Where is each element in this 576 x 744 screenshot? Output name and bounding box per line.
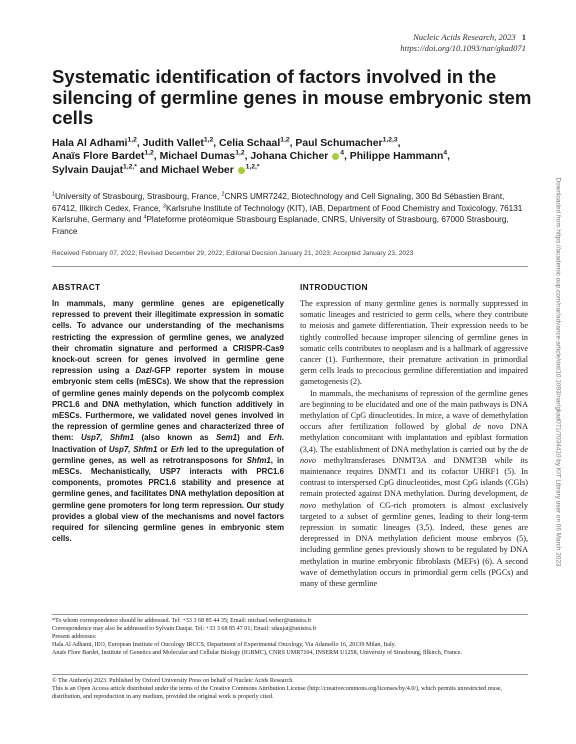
author-name[interactable]: Philippe Hammann — [349, 151, 444, 163]
abstract-heading: ABSTRACT — [52, 282, 101, 292]
gene-name: Usp7, Shfm1 — [80, 433, 134, 443]
introduction-heading: INTRODUCTION — [300, 282, 368, 292]
introduction-text — [300, 298, 528, 589]
author-affil-sup: 1,2 — [280, 136, 290, 144]
affiliation-text: Plateforme protéomique Strasbourg Esplanade, CNRS, University of Strasbourg, 67000 Strasbourg, France — [52, 215, 509, 236]
author-affil-sup: 1,2,3 — [382, 136, 398, 144]
author-affil-sup: 4 — [340, 149, 344, 157]
affil-marker: 3 — [163, 202, 167, 209]
affil-marker: 1 — [52, 191, 55, 198]
author-affil-sup: 1,2 — [235, 149, 245, 157]
present-address: Anaïs Flore Bardet, Institute of Genetics and Molecular and Cellular Biology (IGBMC), CNRS UMR7104, INSERM U1258, University of Strasbourg, Illkirch, France. — [52, 649, 462, 656]
affil-marker: 4 — [143, 214, 147, 221]
intro-span: methylation of CG-rich promoters is almost exclusively targeted to a subset of germline genes, leading to their long-term repression in somatic lineages (3,5). Indeed, these genes are derepressed in DNA methylation deficient mouse embryos (5), including germline genes previously shown to be regulated by DNA methylation in murine embryonic fibroblasts (MEFs) (6). A second wave of demethylation occurs in primordial germ cells (PGCs) and many of these germline — [300, 500, 528, 589]
italic-term: de novo — [473, 422, 504, 432]
author-name[interactable]: Hala Al Adhami — [52, 138, 128, 149]
italic-term: de novo — [300, 489, 528, 510]
abstract-span: In mammals, many germline genes are epigenetically repressed to prevent their illegitimate expression in somatic cells. To advance our understanding of the mechanisms restricting the expression of germline genes, we analyzed their chromatin signature and performed a CRISPR-Cas9 knock-out screen for genes involved in germline gene repression using a — [52, 299, 284, 376]
gene-name: Shfm1 — [246, 455, 271, 465]
affiliations — [52, 191, 530, 237]
author-name[interactable]: Michael Weber — [161, 164, 234, 176]
affiliation-text: Karlsruhe Institute of Technology (KIT), IAB, Department of Food Chemistry and Toxicology, 76131 Karlsruhe, Germany and — [52, 203, 523, 225]
author-list: Hala Al Adhami$^{1,2}$, Judith Vallet$^{1,2}$, Celia Schaal$^{1,2}$, Paul Schumacher$^{1,2,3}$, Anaïs Flore Bardet$^{1,2}$, Michael Dumas$^{1,2}$, Johana Chicher $^4$, Philippe Hammann$^4$, Sylvain Daujat$^{1,2,*}$ and Michael Weber $^{1,2,*}$ — [52, 136, 450, 176]
author-name[interactable]: Johana Chicher — [250, 151, 329, 163]
intro-span: In mammals, the mechanisms of repression of the germline genes are beginning to be elucidated and one of the main pathways is DNA methylation of CpG dinucleotides. In mice, a wave of demethylation occurs after fertilization followed by global — [300, 388, 528, 432]
author-name[interactable]: Celia Schaal — [219, 138, 281, 149]
present-address: Hala Al Adhami, IEO, European Institute of Oncology IRCCS, Department of Experimental Oncology, Via Adamello 16, 20139 Milan, Italy. — [52, 641, 396, 648]
abstract-span: (also known as — [134, 433, 216, 443]
abstract-span: , in mESCs. Mechanistically, USP7 interacts with PRC1.6 components, promotes PRC1.6 stability and presence at germline genes, and facilitates DNA methylation deposition at germline gene promoters for long term repression. Our study provides a global view of the mechanisms and novel factors required for silencing germline genes in embryonic stem cells. — [52, 455, 284, 544]
download-watermark: Downloaded from https://academic.oup.com/nar/advance-article/doi/10.1093/nar/gkad071/7034410 by KIT Library user on 06 March 2023 — [554, 177, 562, 567]
gene-name: Erh — [268, 433, 282, 443]
author-name[interactable]: Michael Dumas — [159, 151, 236, 163]
gene-name: Sem1 — [216, 433, 238, 443]
present-addresses-label: Present addresses: — [52, 633, 97, 640]
author-affil-sup: 1,2 — [127, 136, 137, 144]
author-name[interactable]: Judith Vallet — [142, 138, 204, 149]
abstract-span: -GFP reporter system in mouse embryonic stem cells (mESCs). We show that the repression of germline genes mainly depends on the polycomb complex PRC1.6 and DNA methylation, which function additively in mESCs. Furthermore, we validated novel genes involved in the repression of germline genes and characterized three of them: — [52, 366, 284, 443]
gene-name: Dazl — [135, 366, 152, 376]
intro-paragraph — [300, 388, 528, 590]
author-affil-sup: 4 — [443, 149, 448, 157]
license-block — [52, 678, 530, 702]
correspondence-note: *To whom correspondence should be addressed. Tel: +33 3 68 85 44 35; Email: michael.weber@unistra.fr — [52, 618, 312, 624]
author-affil-sup: 1,2,* — [245, 163, 260, 171]
gene-name: Erh — [170, 444, 185, 454]
affiliation-text: University of Strasbourg, Strasbourg, France, — [54, 192, 222, 201]
intro-span: methyltransferases DNMT3A and DNMT3B while its maintenance requires DNMT1 and its cofactor UHRF1 (5). In contrast to interspersed CpG dinucleotides, most CpG islands (CGIs) remain protected against DNA methylation. During development, — [300, 455, 528, 499]
license-text: This is an Open Access article distributed under the terms of the Creative Commons Attribution License (http://creativecommons.org/licenses/by/4.0/), which permits unrestricted reuse, distribution, and reproduction in any medium, provided the original work is properly cited. — [52, 685, 503, 700]
intro-span: DNA methylation concomitant with implantation and epiblast formation (3,4). The establishment of DNA methylation is carried out by the — [300, 422, 528, 454]
abstract-span: ) and — [237, 433, 269, 443]
abstract-span: led to the upregulation of germline genes, as well as retrotransposons for — [52, 444, 285, 465]
page-number: 1 — [521, 32, 526, 42]
author-name[interactable]: Anaïs Flore Bardet — [52, 151, 145, 163]
abstract-span: or — [157, 444, 171, 454]
received-dates: Received February 07, 2022; Revised December 29, 2022; Editorial Decision January 21, 2023; Accepted January 23, 2023 — [52, 250, 414, 257]
author-affil-sup: 1,2 — [203, 136, 214, 144]
copyright-line: © The Author(s) 2023. Published by Oxford University Press on behalf of Nucleic Acids Research. — [52, 678, 294, 684]
affil-marker: 2 — [221, 191, 225, 198]
license-divider — [52, 674, 528, 675]
abstract-text — [52, 298, 284, 544]
orcid-icon[interactable] — [332, 153, 339, 160]
footnotes — [52, 618, 530, 658]
author-name[interactable]: Sylvain Daujat — [52, 164, 124, 176]
orcid-icon[interactable] — [238, 167, 245, 174]
section-divider — [52, 266, 528, 267]
author-name[interactable]: Paul Schumacher — [295, 138, 383, 149]
abstract-span: . Inactivation of — [52, 433, 284, 454]
correspondence-note: Correspondence may also be addressed to Sylvain Daujat. Tel: +33 3 68 85 47 01; Email: sdaujat@unistra.fr — [52, 625, 317, 632]
author-affil-sup: 1,2 — [144, 149, 154, 157]
author-affil-sup: 1,2,* — [123, 163, 137, 171]
gene-name: Usp7, Shfm1 — [108, 444, 158, 454]
doi-link[interactable]: https://doi.org/10.1093/nar/gkad071 — [400, 43, 526, 53]
journal-citation: Nucleic Acids Research, 2023 — [413, 32, 516, 42]
article-title: Systematic identification of factors involved in the silencing of germline genes in mouse embryonic stem cells — [52, 66, 532, 128]
affiliation-text: CNRS UMR7242, Biotechnology and Cell Signaling, 300 Bd Sébastien Brant, 67412, Illkirch Cedex, France, — [52, 192, 505, 213]
italic-term: de novo — [300, 444, 528, 465]
footnote-divider — [52, 614, 528, 615]
running-header — [400, 32, 526, 54]
intro-paragraph: The expression of many germline genes is normally suppressed in somatic lineages and restricted to germ cells, where they contribute to meiosis and gamete differentiation. Their expression needs to be tightly controlled because improper silencing of germline genes in somatic cells contributes to neoplasm and is a hallmark of aggressive cancer (1). Furthermore, their premature activation in primordial germ cells leads to precocious germline differentiation and impaired gametogenesis (2). — [300, 299, 528, 387]
